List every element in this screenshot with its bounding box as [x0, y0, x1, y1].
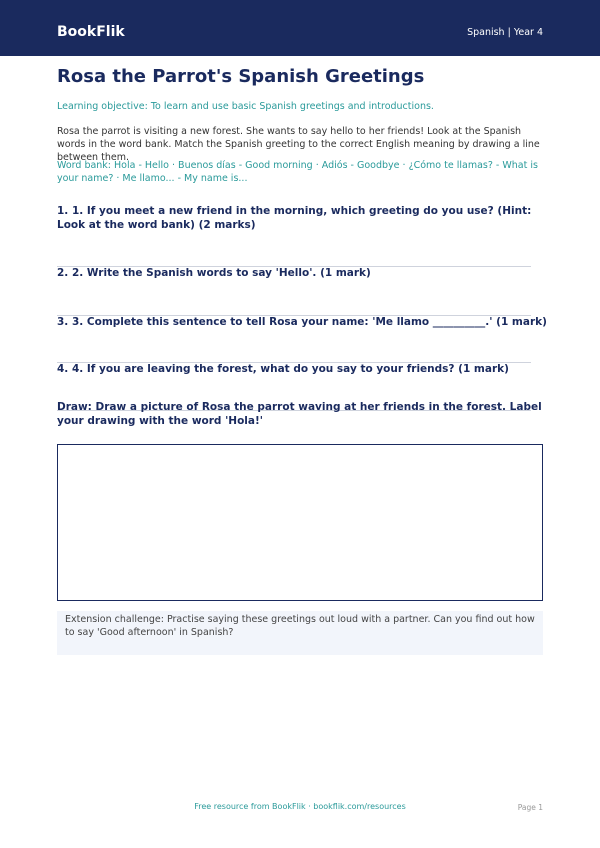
word-bank: Word bank: Hola - Hello · Buenos días - Good morning · Adiós - Goodbye · ¿Cómo te llamas? - What is your name? · Me llamo... - My name is...: [57, 160, 538, 184]
question-3: 3. 3. Complete this sentence to tell Rosa your name: 'Me llamo __________.' (1 mark): [57, 316, 547, 328]
page-title: Rosa the Parrot's Spanish Greetings: [57, 66, 425, 87]
learning-objective: Learning objective: To learn and use basic Spanish greetings and introductions.: [57, 101, 434, 112]
question-4: 4. 4. If you are leaving the forest, what do you say to your friends? (1 mark): [57, 363, 509, 375]
subject-year-label: Spanish | Year 4: [467, 27, 543, 38]
extension-challenge: Extension challenge: Practise saying these greetings out loud with a partner. Can you find out how to say 'Good afternoon' in Spanish?: [57, 611, 543, 655]
page-header: [0, 0, 600, 56]
question-1: 1. 1. If you meet a new friend in the morning, which greeting do you use? (Hint: Look at the word bank) (2 marks): [57, 205, 532, 231]
page-number: Page 1: [517, 803, 543, 812]
intro-text: Rosa the parrot is visiting a new forest. She wants to say hello to her friends! Look at the Spanish words in the word bank. Match the Spanish greeting to the correct English meaning by drawing a line between them.: [57, 126, 540, 163]
question-2: 2. 2. Write the Spanish words to say 'Hello'. (1 mark): [57, 267, 371, 279]
drawing-box[interactable]: [57, 444, 543, 601]
footer-text: Free resource from BookFlik · bookflik.com/resources: [194, 802, 406, 811]
draw-prompt: Draw: Draw a picture of Rosa the parrot waving at her friends in the forest. Label your drawing with the word 'Hola!': [57, 401, 542, 427]
brand-logo: BookFlik: [57, 24, 125, 40]
